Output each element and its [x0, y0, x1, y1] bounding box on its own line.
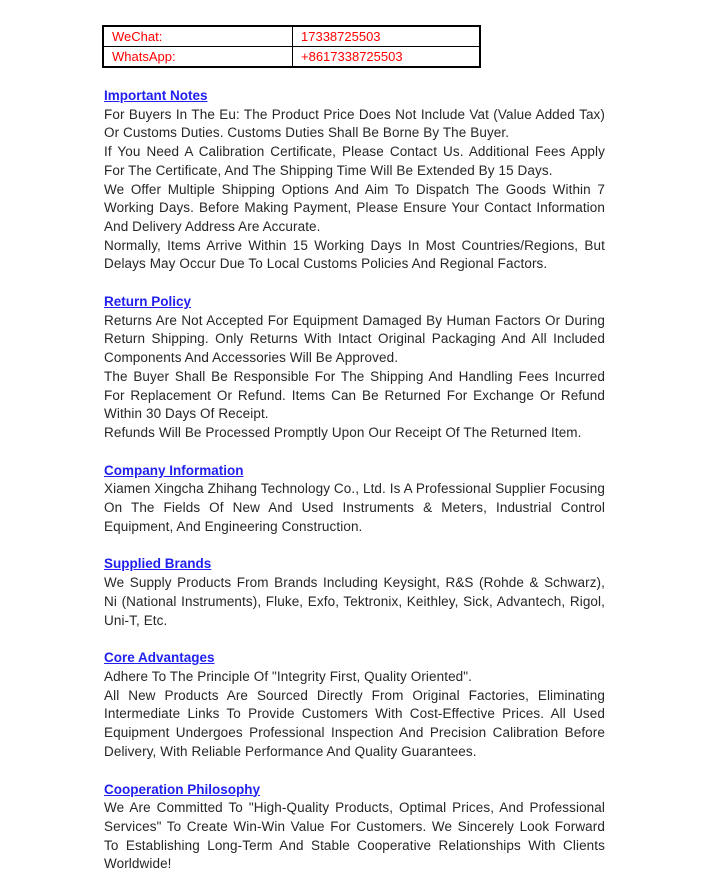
document-section	[104, 781, 605, 874]
section-heading: Core Advantages	[104, 649, 605, 668]
section-heading: Company Information	[104, 462, 605, 481]
section-paragraph: Xiamen Xingcha Zhihang Technology Co., Ltd. Is A Professional Supplier Focusing On The Fields Of New And Used Instruments & Meters, Industrial Control Equipment, And Engineering Construction.	[104, 480, 605, 536]
contact-table-row	[103, 47, 480, 68]
document-section	[104, 462, 605, 537]
section-heading: Cooperation Philosophy	[104, 781, 605, 800]
document-section	[104, 649, 605, 761]
contact-label-cell: WhatsApp:	[103, 47, 293, 68]
document-section	[104, 555, 605, 630]
section-paragraph: We Are Committed To "High-Quality Products, Optimal Prices, And Professional Services" To Create Win-Win Value For Customers. We Sincerely Look Forward To Establishing Long-Term And Stable Cooperative Relationships With Clients Worldwide!	[104, 799, 605, 874]
section-paragraph: If You Need A Calibration Certificate, Please Contact Us. Additional Fees Apply For The Certificate, And The Shipping Time Will Be Extended By 15 Days.	[104, 143, 605, 180]
section-paragraph: Adhere To The Principle Of "Integrity First, Quality Oriented".	[104, 668, 605, 687]
section-paragraph: The Buyer Shall Be Responsible For The Shipping And Handling Fees Incurred For Replacement Or Refund. Items Can Be Returned For Exchange Or Refund Within 30 Days Of Receipt.	[104, 368, 605, 424]
section-paragraph: For Buyers In The Eu: The Product Price Does Not Include Vat (Value Added Tax) Or Customs Duties. Customs Duties Shall Be Borne By The Buyer.	[104, 106, 605, 143]
document-section	[104, 87, 605, 274]
section-paragraph: Refunds Will Be Processed Promptly Upon Our Receipt Of The Returned Item.	[104, 424, 605, 443]
contact-table-body	[103, 26, 480, 67]
section-heading: Return Policy	[104, 293, 605, 312]
contact-table-row	[103, 26, 480, 47]
section-paragraph: Returns Are Not Accepted For Equipment Damaged By Human Factors Or During Return Shipping. Only Returns With Intact Original Packaging And All Included Components And Accessories Will Be Approved.	[104, 312, 605, 368]
section-paragraph: Normally, Items Arrive Within 15 Working Days In Most Countries/Regions, But Delays May Occur Due To Local Customs Policies And Regional Factors.	[104, 237, 605, 274]
contact-table	[102, 25, 481, 68]
section-heading: Important Notes	[104, 87, 605, 106]
contact-value-cell: 17338725503	[293, 26, 481, 47]
contact-value-cell: +8617338725503	[293, 47, 481, 68]
document-section	[104, 293, 605, 443]
document-sections	[104, 87, 605, 874]
section-paragraph: We Offer Multiple Shipping Options And Aim To Dispatch The Goods Within 7 Working Days. Before Making Payment, Please Ensure Your Contact Information And Delivery Address Are Accurate.	[104, 181, 605, 237]
section-heading: Supplied Brands	[104, 555, 605, 574]
section-paragraph: All New Products Are Sourced Directly From Original Factories, Eliminating Intermediate Links To Provide Customers With Cost-Effective Prices. All Used Equipment Undergoes Professional Inspection And Precision Calibration Before Delivery, With Reliable Performance And Quality Guarantees.	[104, 687, 605, 762]
contact-label-cell: WeChat:	[103, 26, 293, 47]
section-paragraph: We Supply Products From Brands Including Keysight, R&S (Rohde & Schwarz), Ni (National Instruments), Fluke, Exfo, Tektronix, Keithley, Sick, Advantech, Rigol, Uni-T, Etc.	[104, 574, 605, 630]
